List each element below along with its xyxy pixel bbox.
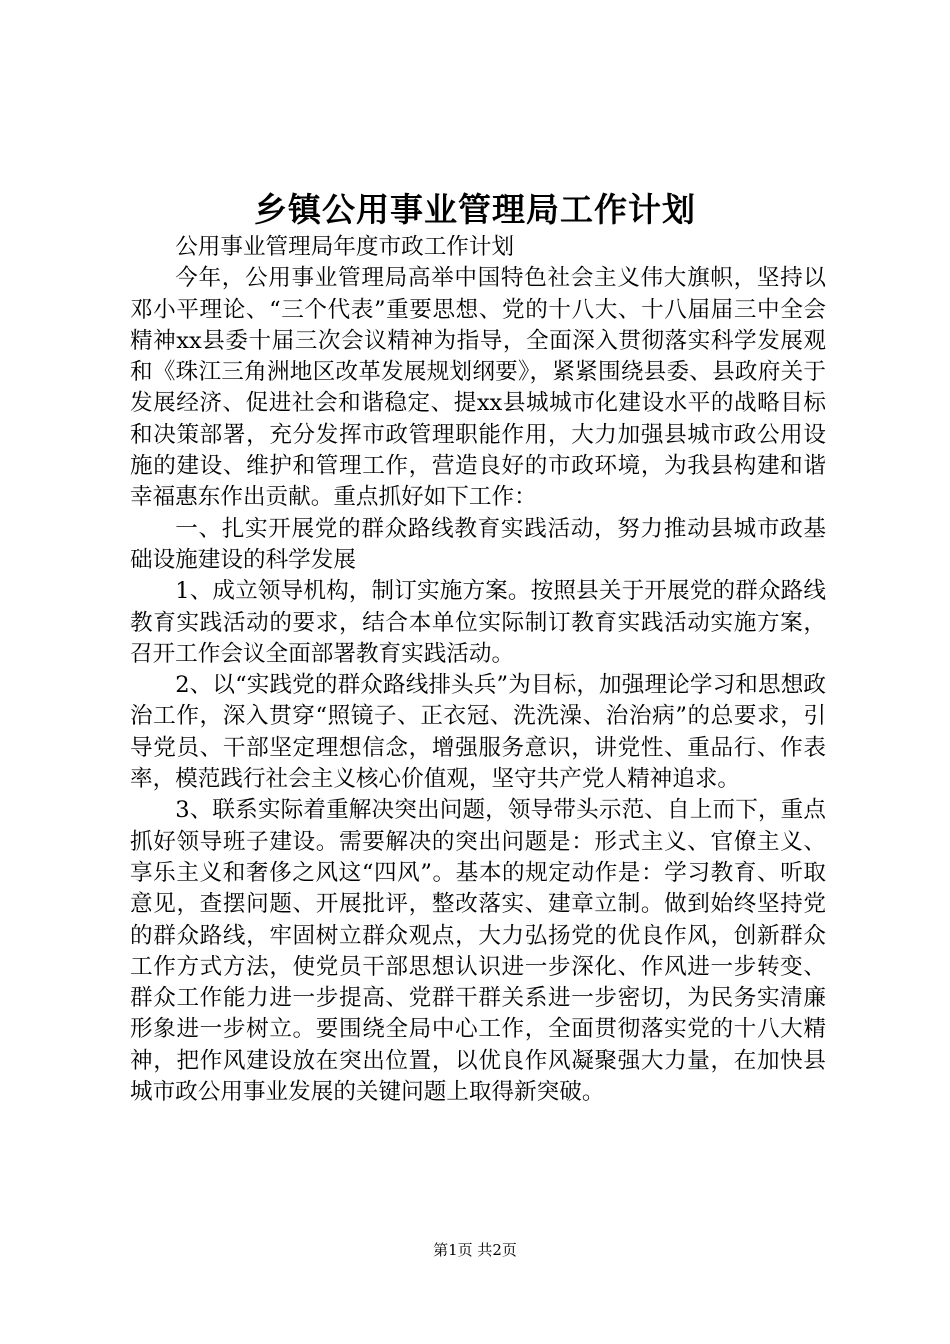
page-footer: 第1页 共2页	[433, 1241, 517, 1259]
document-body	[130, 232, 826, 1108]
paragraph-item-2: 2、以“实践党的群众路线排头兵”为目标，加强理论学习和思想政治工作，深入贯穿“照镜子、正衣冠、洗洗澡、治治病”的总要求，引导党员、干部坚定理想信念，增强服务意识，讲党性、重品行、作表率，模范践行社会主义核心价值观，坚守共产党人精神追求。	[130, 672, 826, 793]
paragraph-intro: 今年，公用事业管理局高举中国特色社会主义伟大旗帜，坚持以邓小平理论、“三个代表”重要思想、党的十八大、十八届届三中全会精神xx县委十届三次会议精神为指导，全面深入贯彻落实科学发展观和《珠江三角洲地区改革发展规划纲要》，紧紧围绕县委、县政府关于发展经济、促进社会和谐稳定、提xx县城城市化建设水平的战略目标和决策部署，充分发挥市政管理职能作用，大力加强县城市政公用设施的建设、维护和管理工作，营造良好的市政环境，为我县构建和谐幸福惠东作出贡献。重点抓好如下工作：	[130, 265, 826, 511]
paragraph-subtitle: 公用事业管理局年度市政工作计划	[175, 234, 515, 260]
paragraph-item-1: 1、成立领导机构，制订实施方案。按照县关于开展党的群众路线教育实践活动的要求，结合本单位实际制订教育实践活动实施方案，召开工作会议全面部署教育实践活动。	[130, 578, 826, 667]
paragraph-section-1: 一、扎实开展党的群众路线教育实践活动，努力推动县城市政基础设施建设的科学发展	[130, 515, 826, 573]
document-title: 乡镇公用事业管理局工作计划	[254, 190, 696, 229]
paragraph-item-3: 3、联系实际着重解决突出问题，领导带头示范、自上而下，重点抓好领导班子建设。需要解决的突出问题是：形式主义、官僚主义、享乐主义和奢侈之风这“四风”。基本的规定动作是：学习教育、听取意见，查摆问题、开展批评，整改落实、建章立制。做到始终坚持党的群众路线，牢固树立群众观点，大力弘扬党的优良作风，创新群众工作方式方法，使党员干部思想认识进一步深化、作风进一步转变、群众工作能力进一步提高、党群干群关系进一步密切，为民务实清廉形象进一步树立。要围绕全局中心工作，全面贯彻落实党的十八大精神，把作风建设放在突出位置，以优良作风凝聚强大力量，在加快县城市政公用事业发展的关键问题上取得新突破。	[130, 797, 826, 1106]
